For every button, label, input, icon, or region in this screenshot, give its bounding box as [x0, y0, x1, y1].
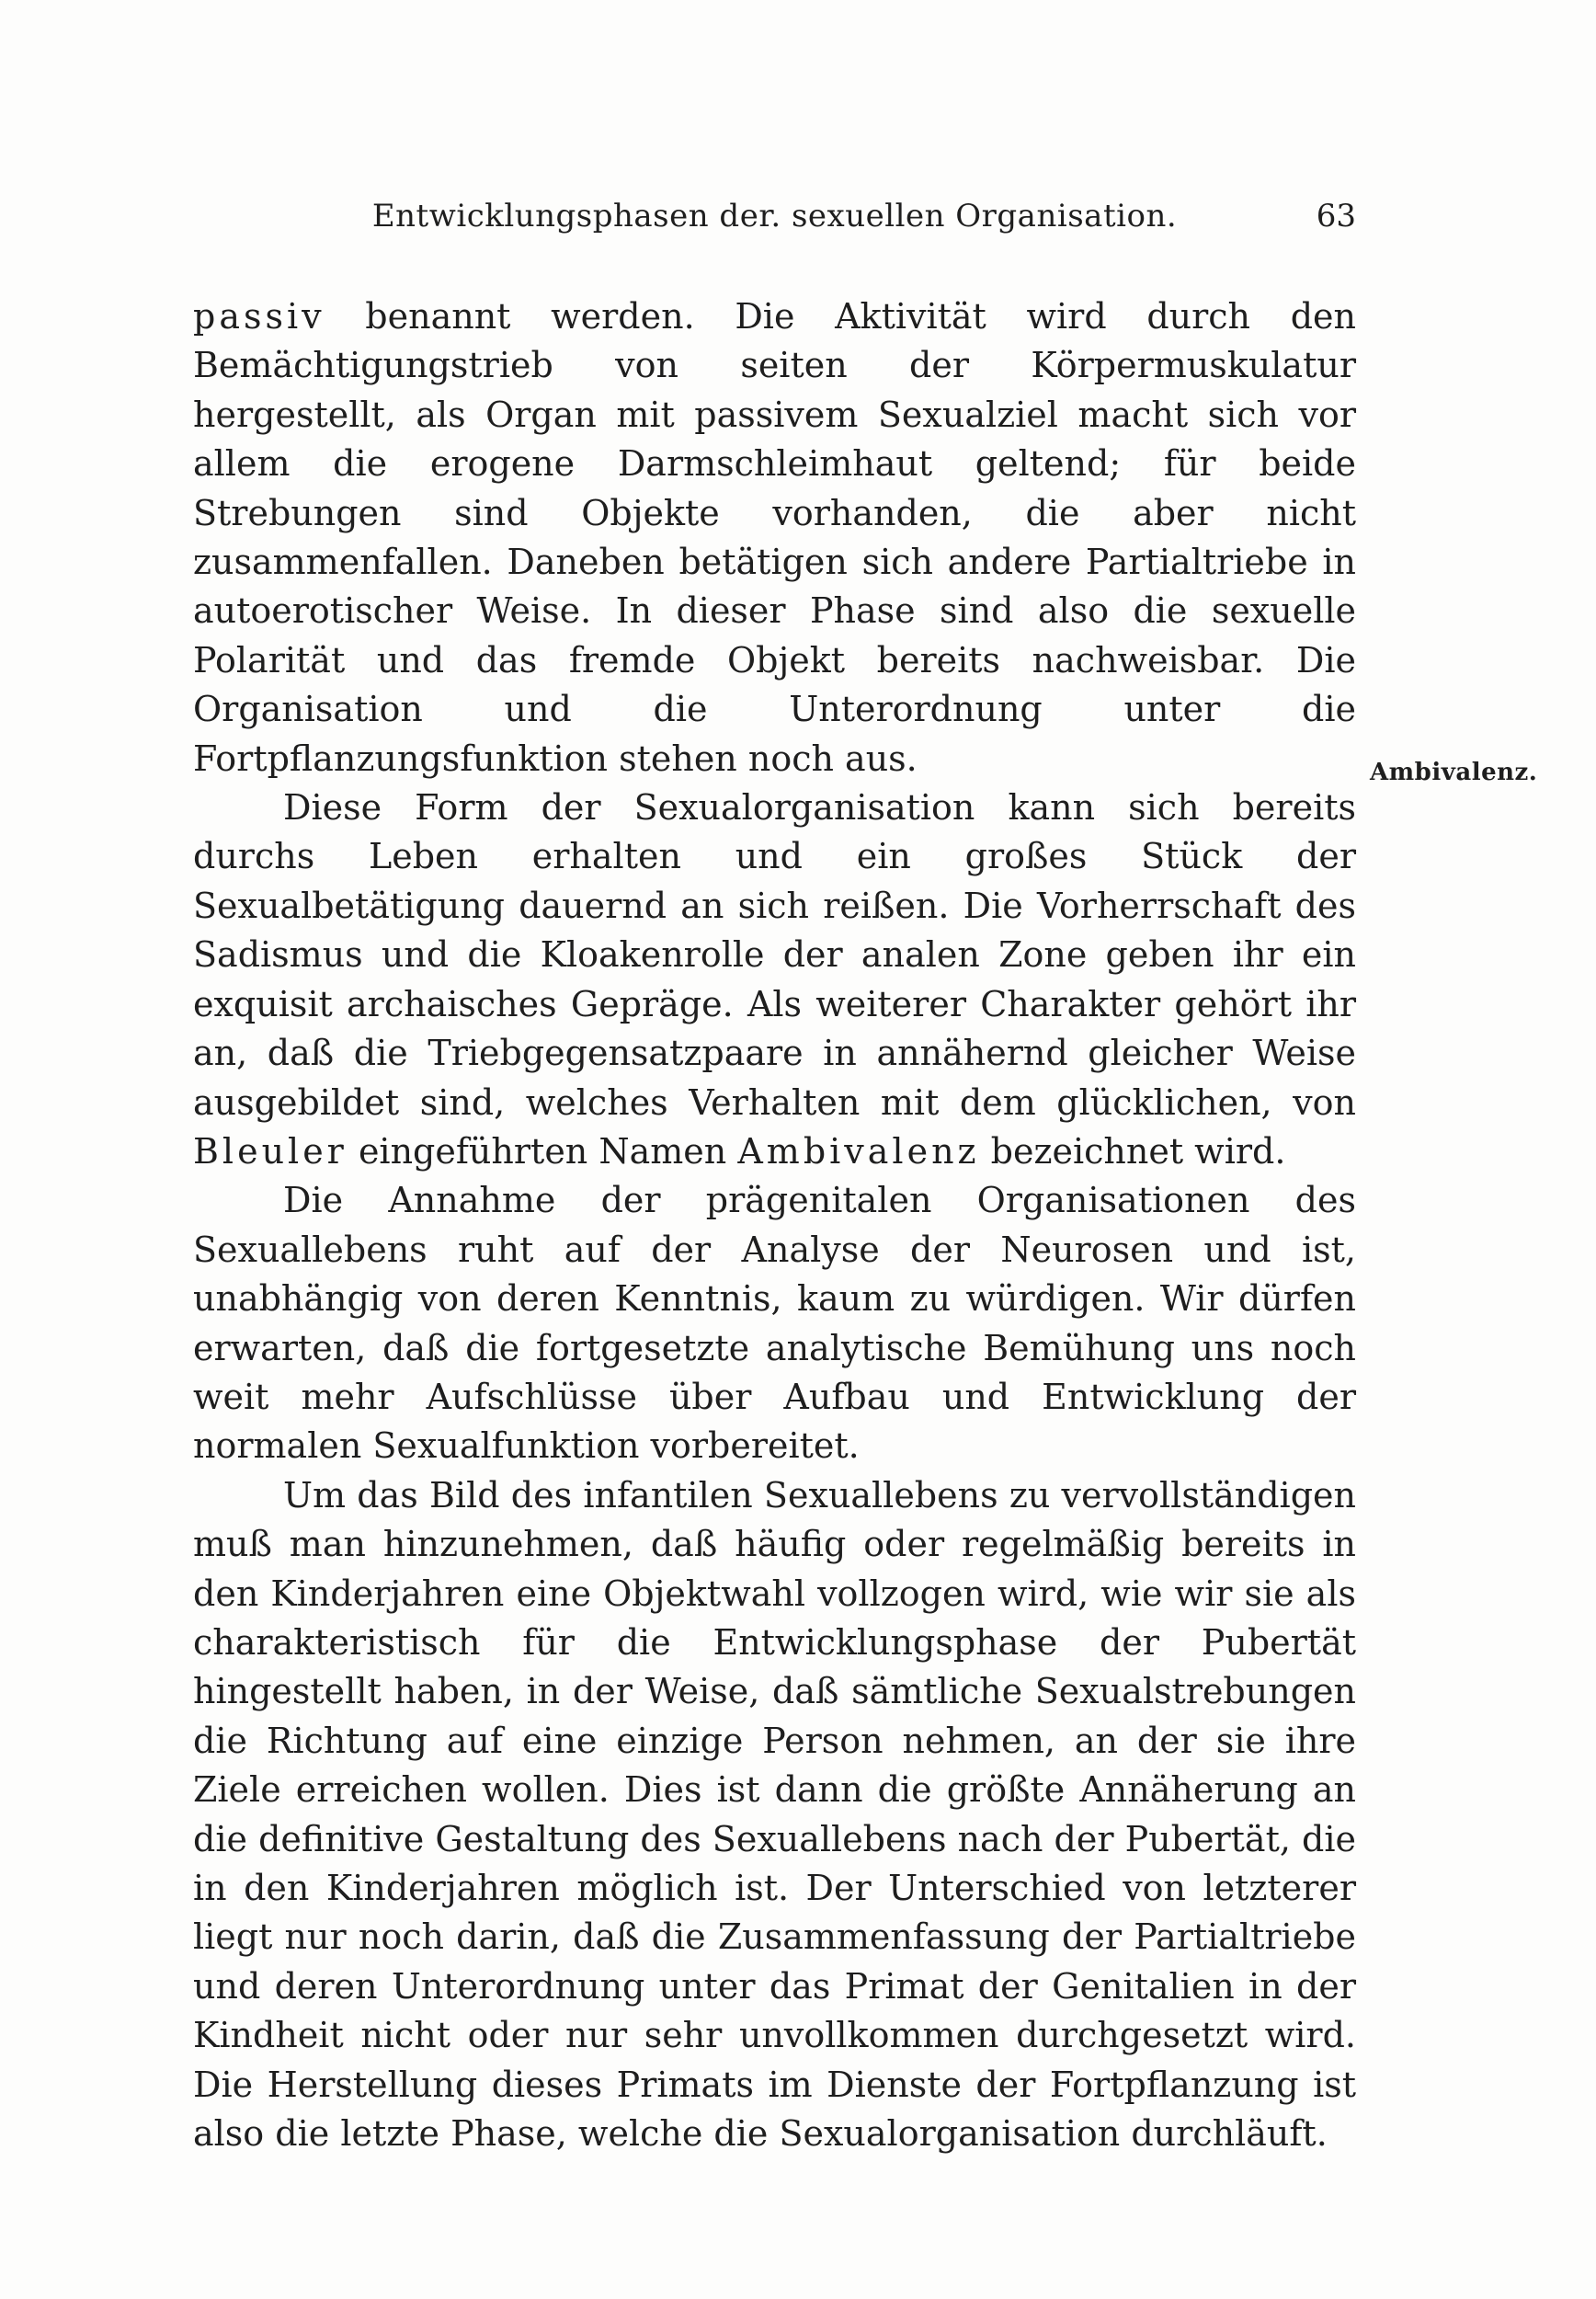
body-text [193, 292, 1356, 2158]
margin-note-ambivalenz: Ambivalenz. [1370, 759, 1538, 786]
paragraph-3 [193, 1176, 1356, 1470]
paragraph-1 [193, 292, 1356, 783]
emphasized-text: passiv [193, 296, 325, 337]
paragraph-text: eingeführten Namen [347, 1130, 738, 1172]
paragraph-text: Diese Form der Sexualorganisation kann sich bereits durchs Leben erhalten und ein großes Stück der Sexualbetätigung dauernd an sich reißen. Die Vorherrschaft des Sadismus und die Kloakenrolle der analen Zone geben ihr ein exquisit archaisches Gepräge. Als weiterer Charakter gehört ihr an, daß die Triebgegensatzpaare in annähernd gleicher Weise ausgebildet sind, welches Verhalten mit dem glücklichen, von [193, 787, 1356, 1123]
paragraph-4 [193, 1471, 1356, 2159]
paragraph-2 [193, 783, 1356, 1176]
running-title: Entwicklungsphasen der. sexuellen Organisation. [371, 198, 1178, 234]
running-head [193, 193, 1356, 239]
paragraph-text: Die Annahme der prägenitalen Organisationen des Sexuallebens ruht auf der Analyse der Neurosen und ist, unabhängig von deren Kenntnis, kaum zu würdigen. Wir dürfen erwarten, daß die fortgesetzte analytische Bemühung uns noch weit mehr Aufschlüsse über Aufbau und Entwicklung der normalen Sexualfunktion vorbereitet. [193, 1180, 1356, 1467]
paragraph-text: Um das Bild des infantilen Sexuallebens zu vervollständigen muß man hinzunehmen, daß häufig oder regelmäßig bereits in den Kinderjahren eine Objektwahl vollzogen wird, wie wir sie als charakteristisch für die Entwicklungsphase der Pubertät hingestellt haben, in der Weise, daß sämtliche Sexualstrebungen die Richtung auf eine einzige Person nehmen, an der sie ihre Ziele erreichen wollen. Dies ist dann die größte Annäherung an die definitive Gestaltung des Sexuallebens nach der Pubertät, die in den Kinderjahren möglich ist. Der Unterschied von letzterer liegt nur noch darin, daß die Zusammenfassung der Partialtriebe und deren Unterordnung unter das Primat der Genitalien in der Kindheit nicht oder nur sehr unvollkommen durchgesetzt wird. Die Herstellung dieses Primats im Dienste der Fortpflanzung ist also die letzte Phase, welche die Sexualorganisation durchläuft. [193, 1474, 1356, 2155]
emphasized-text: Ambivalenz [737, 1130, 980, 1172]
emphasized-text: Bleuler [193, 1130, 348, 1172]
page-number: 63 [1316, 198, 1356, 234]
paragraph-text: bezeichnet wird. [979, 1130, 1286, 1172]
paragraph-text: benannt werden. Die Aktivität wird durch den Bemächtigungstrieb von seiten der Körpermuskulatur hergestellt, als Organ mit passivem Sexualziel macht sich vor allem die erogene Darmschleimhaut geltend; für beide Strebungen sind Objekte vorhanden, die aber nicht zusammenfallen. Daneben betätigen sich andere Partialtriebe in autoerotischer Weise. In dieser Phase sind also die sexuelle Polarität und das fremde Objekt bereits nachweisbar. Die Organisation und die Unterordnung unter die Fortpflanzungsfunktion stehen noch aus. [193, 296, 1356, 779]
